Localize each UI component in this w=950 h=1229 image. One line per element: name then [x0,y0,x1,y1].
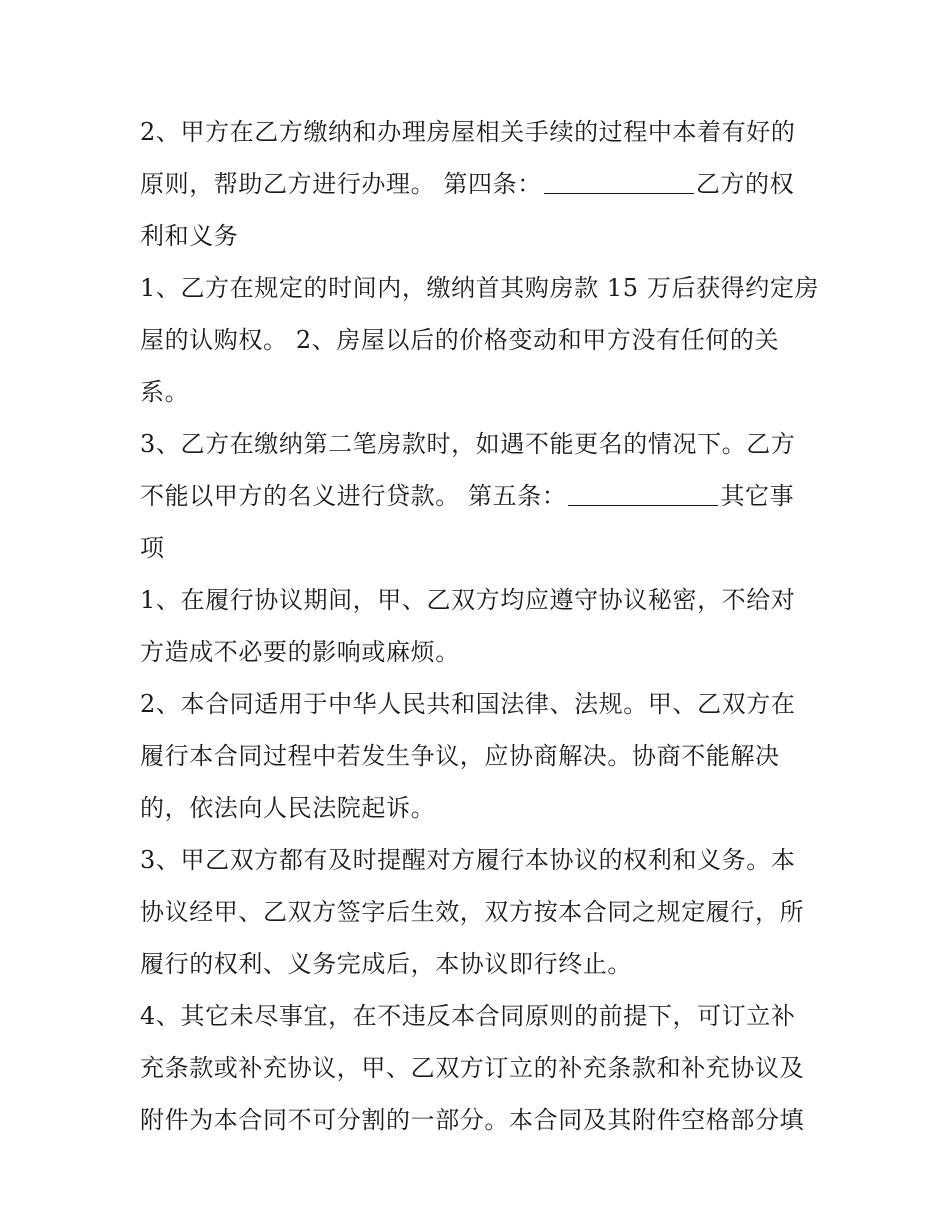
line-text: 协议经甲、乙双方签字后生效，双方按本合同之规定履行，所 [140,898,805,926]
line-text: 不能以甲方的名义进行贷款。 第五条： [140,482,567,510]
text-line [140,158,820,210]
text-line [140,678,820,730]
line-text: 1、乙方在规定的时间内，缴纳首其购房款 15 万后获得约定房 [140,274,820,302]
text-line [140,574,820,626]
line-text: 的，依法向人民法院起诉。 [140,794,436,822]
line-text: 履行的权利、义务完成后，本协议即行终止。 [140,950,632,978]
line-text-after-blank: 其它事 [720,482,795,510]
line-text: 附件为本合同不可分割的一部分。本合同及其附件空格部分填 [140,1106,805,1134]
line-text-after-blank: 乙方的权 [695,170,795,198]
text-line [140,730,820,782]
line-text: 屋的认购权。 2、房屋以后的价格变动和甲方没有任何的关 [140,326,780,354]
text-line [140,938,820,990]
text-line [140,1094,820,1146]
fill-in-blank [544,163,694,194]
text-line [140,418,820,470]
line-text: 原则，帮助乙方进行办理。 第四条： [140,170,542,198]
line-text: 充条款或补充协议，甲、乙双方订立的补充条款和补充协议及 [140,1054,805,1082]
text-line [140,886,820,938]
text-line [140,834,820,886]
document-page [140,106,820,1146]
line-text: 利和义务 [140,222,239,250]
text-line [140,210,820,262]
text-line [140,782,820,834]
line-text: 1、在履行协议期间，甲、乙双方均应遵守协议秘密，不给对 [140,586,796,614]
line-text: 4、其它未尽事宜，在不违反本合同原则的前提下，可订立补 [140,1002,796,1030]
line-text: 3、乙方在缴纳第二笔房款时，如遇不能更名的情况下。乙方 [140,430,796,458]
line-text: 2、本合同适用于中华人民共和国法律、法规。甲、乙双方在 [140,690,796,718]
text-line [140,626,820,678]
text-line [140,262,820,314]
text-line [140,990,820,1042]
text-line [140,366,820,418]
text-line [140,522,820,574]
text-line [140,106,820,158]
line-text: 2、甲方在乙方缴纳和办理房屋相关手续的过程中本着有好的 [140,118,796,146]
line-text: 3、甲乙双方都有及时提醒对方履行本协议的权利和义务。本 [140,846,796,874]
text-line [140,314,820,366]
text-line [140,470,820,522]
fill-in-blank [568,475,718,506]
line-text: 方造成不必要的影响或麻烦。 [140,638,460,666]
line-text: 履行本合同过程中若发生争议，应协商解决。协商不能解决 [140,742,780,770]
line-text: 项 [140,534,165,562]
text-line [140,1042,820,1094]
line-text: 系。 [140,378,190,406]
